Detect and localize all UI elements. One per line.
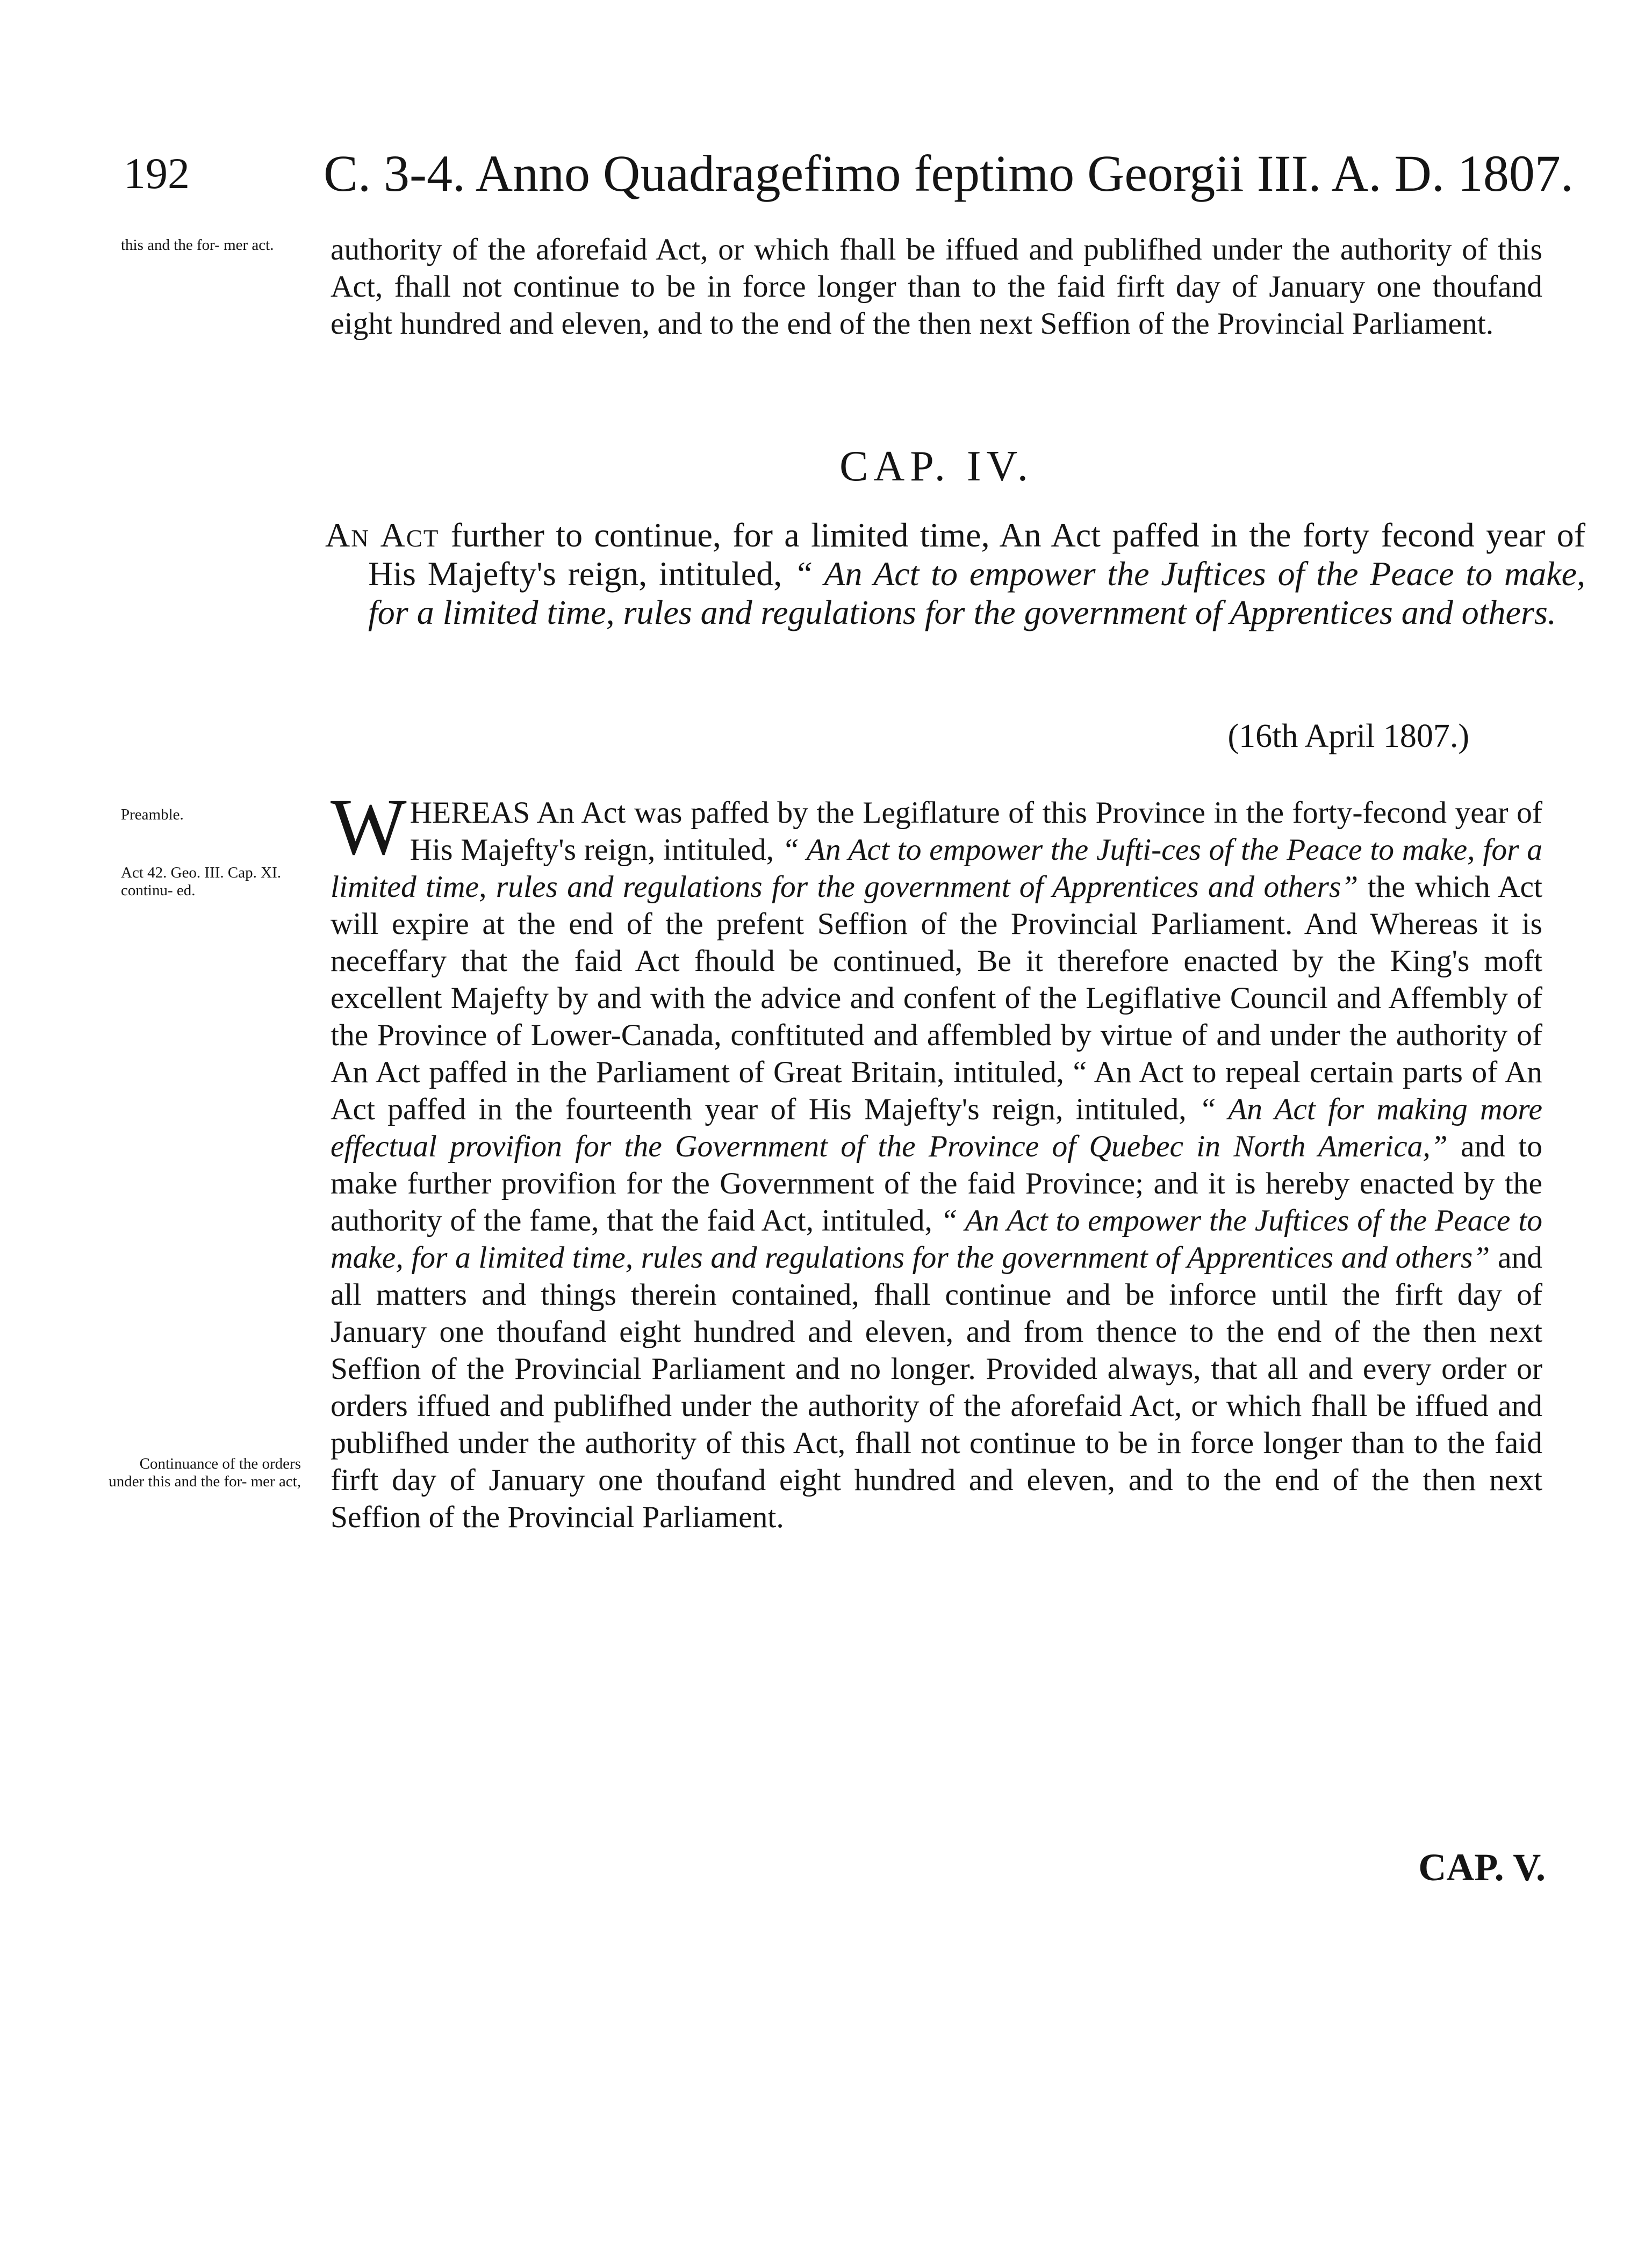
act-title-rest: further to continue, for a limited time, An Act paffed in the forty fecond year of His Majefty's reign, intituled, <box>368 516 1586 593</box>
act-title-quoted: “ An Act to empower the Juftices of the Peace to make, for a limited time, rules and regulations for the government of Apprentices and others. <box>368 555 1586 631</box>
continuation-paragraph: authority of the aforefaid Act, or which fhall be iffued and publifhed under the authority of this Act, fhall not continue to be in force longer than to the faid firft day of January one thoufand eight hundred and eleven, and to the end of the then next Seffion of the Provincial Parliament. <box>331 233 1542 341</box>
preamble-paragraph <box>331 782 1543 1536</box>
running-head: C. 3-4. Anno Quadragefimo feptimo Georgii III. A. D. 1807. <box>324 145 1574 202</box>
margin-note-continuation: this and the for- mer act. <box>121 236 274 254</box>
act-title <box>325 516 1585 632</box>
preamble-quote-1: “ An Act to empower the Jufti-ces of the Peace to make, for a limited time, rules and regulations for the government of Apprentices and others” <box>331 833 1543 904</box>
preamble-text-2: the which Act will expire at the end of the prefent Seffion of the Provincial Parliament. And Whereas it is neceffary that the faid Act fhould be continued, Be it therefore enacted by the King's moft excellent Majefty by and with the advice and confent of the Legiflative Council and Affembly of the Province of Lower-Canada, conftituted and affembled by virtue of and under the authority of An Act paffed in the Parliament of Great Britain, intituled, “ An Act to repeal certain parts of An Act paffed in the fourteenth year of His Majefty's reign, intituled, <box>331 870 1543 1126</box>
drop-cap: W <box>331 782 407 872</box>
preamble-text-4: and all matters and things therein contained, fhall continue and be inforce until the firft day of January one thoufand eight hundred and eleven, and from thence to the end of the then next Seffion of the Provincial Parliament and no longer. Provided always, that all and every order or orders iffued and publifhed under the authority of the aforefaid Act, or which fhall be iffued and publifhed under the authority of this Act, fhall not continue to be in force longer than to the faid firft day of January one thoufand eight hundred and eleven, and to the end of the then next Seffion of the Provincial Parliament. <box>331 1241 1542 1534</box>
act-date: (16th April 1807.) <box>1227 718 1469 754</box>
chapter-heading: CAP. IV. <box>839 443 1033 490</box>
margin-note-act-reference: Act 42. Geo. III. Cap. XI. continu- ed. <box>121 864 281 899</box>
preamble-quote-2: “ An Act for making more effectual provifion for the Government of the Province of Quebec in North America,” <box>331 1092 1543 1163</box>
preamble-quote-3: “ An Act to empower the Juftices of the Peace to make, for a limited time, rules and regulations for the government of Apprentices and others” <box>331 1204 1543 1275</box>
act-title-lead: An Act <box>325 516 440 554</box>
preamble-text-1: HEREAS An Act was paffed by the Legiflature of this Province in the forty-fecond year of His Majefty's reign, intituled, <box>410 796 1542 867</box>
margin-note-continuance: Continuance of the orders under this and the for- mer act, <box>109 1455 301 1490</box>
preamble-text-3: and to make further provifion for the Government of the faid Province; and it is hereby enacted by the authority of the fame, that the faid Act, intituled, <box>331 1130 1543 1238</box>
margin-note-preamble: Preamble. <box>121 806 184 823</box>
catchword-next-chapter: CAP. V. <box>1418 1846 1546 1889</box>
page-number: 192 <box>124 149 190 198</box>
page-header <box>124 144 1574 208</box>
